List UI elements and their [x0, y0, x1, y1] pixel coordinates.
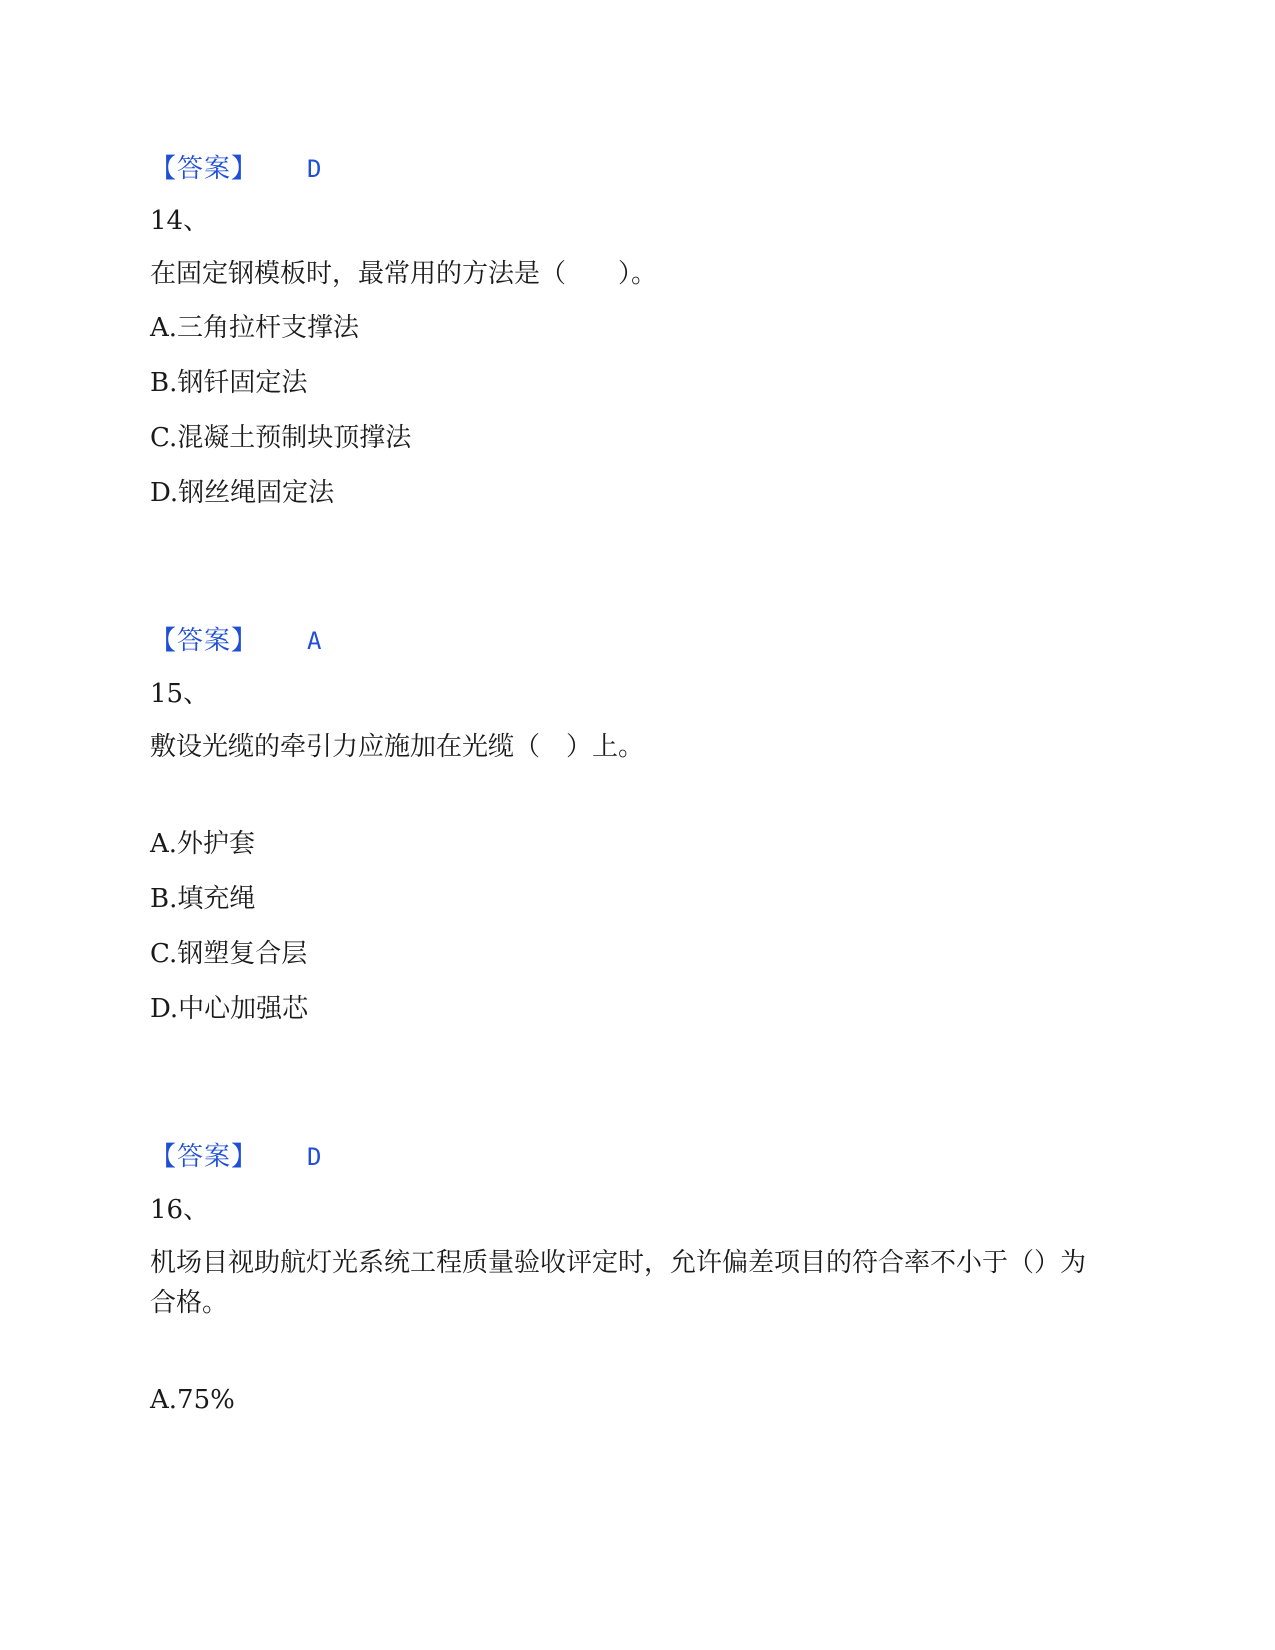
answer-value: D [307, 1143, 322, 1171]
answer-value: A [307, 627, 322, 655]
answer-label: 【答案】 [150, 154, 259, 184]
question-number: 15、 [150, 679, 210, 709]
option-a: A.外护套 [150, 829, 256, 859]
option-b: B.填充绳 [150, 884, 256, 914]
option-d: D.中心加强芯 [150, 994, 309, 1024]
answer-label: 【答案】 [150, 1142, 259, 1172]
question-text: 在固定钢模板时，最常用的方法是（ ）。 [150, 259, 658, 289]
option-b: B.钢钎固定法 [150, 368, 308, 398]
answer-line [150, 625, 322, 657]
option-c: C.钢塑复合层 [150, 939, 308, 969]
option-a: A.75% [150, 1385, 235, 1415]
answer-label: 【答案】 [150, 626, 259, 656]
question-text: 敷设光缆的牵引力应施加在光缆（ ）上。 [150, 732, 645, 762]
answer-line [150, 153, 322, 185]
question-text: 机场目视助航灯光系统工程质量验收评定时，允许偏差项目的符合率不小于（）为合格。 [150, 1248, 1087, 1318]
option-a: A.三角拉杆支撑法 [150, 313, 360, 343]
question-number: 16、 [150, 1195, 210, 1225]
option-d: D.钢丝绳固定法 [150, 478, 335, 508]
answer-value: D [307, 155, 322, 183]
option-c: C.混凝土预制块顶撑法 [150, 423, 412, 453]
question-number: 14、 [150, 206, 210, 236]
answer-line [150, 1141, 322, 1173]
